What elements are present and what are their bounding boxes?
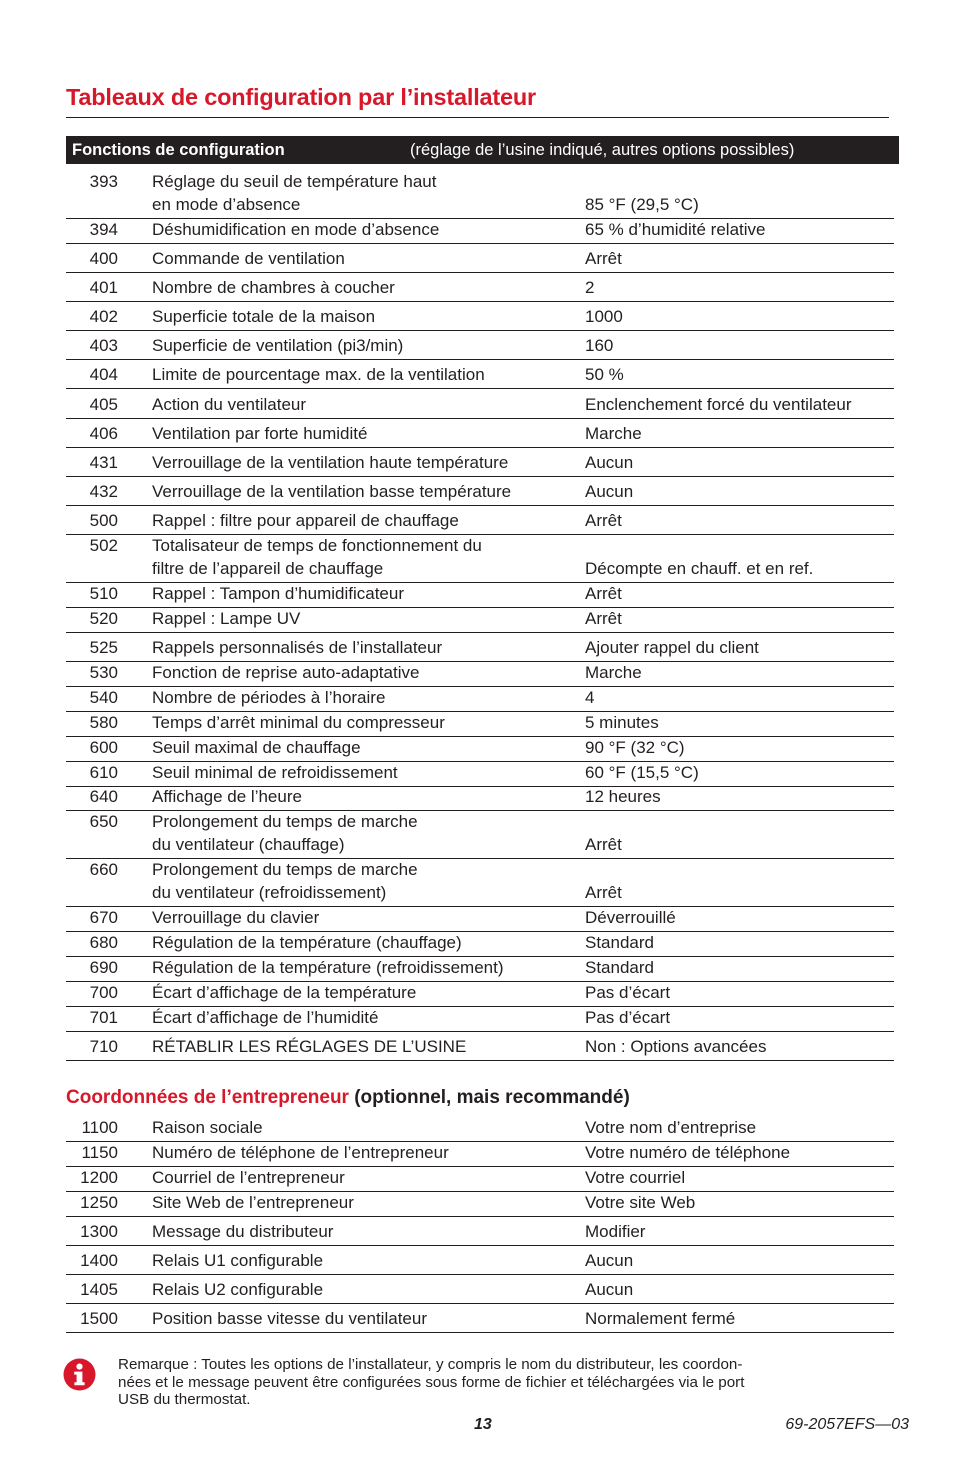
description-line: Ventilation par forte humidité bbox=[152, 424, 368, 443]
default-value: 50 % bbox=[585, 365, 624, 384]
table-row bbox=[66, 1275, 894, 1304]
function-description bbox=[152, 636, 582, 659]
function-description bbox=[152, 1116, 582, 1139]
function-code: 510 bbox=[89, 584, 118, 603]
default-value: Enclenchement forcé du ventilateur bbox=[585, 395, 852, 414]
function-description bbox=[152, 1307, 582, 1330]
function-description bbox=[152, 363, 582, 386]
function-code: 404 bbox=[89, 365, 118, 384]
function-description bbox=[152, 534, 582, 580]
function-description bbox=[152, 607, 582, 630]
function-code: 393 bbox=[89, 172, 118, 191]
description-line: Numéro de téléphone de l’entrepreneur bbox=[152, 1143, 449, 1162]
default-value: 5 minutes bbox=[585, 713, 659, 732]
table-row bbox=[66, 982, 894, 1007]
table-row bbox=[66, 360, 894, 389]
default-value: Non : Options avancées bbox=[585, 1037, 767, 1056]
function-description bbox=[152, 906, 582, 929]
default-value: Marche bbox=[585, 663, 642, 682]
default-value: Modifier bbox=[585, 1222, 646, 1241]
function-description bbox=[152, 509, 582, 532]
function-description bbox=[152, 761, 582, 784]
description-line: Régulation de la température (refroidissement) bbox=[152, 958, 504, 977]
description-line: Commande de ventilation bbox=[152, 249, 345, 268]
table-row bbox=[66, 633, 894, 662]
function-description bbox=[152, 785, 582, 808]
function-code: 520 bbox=[89, 609, 118, 628]
function-code: 580 bbox=[89, 713, 118, 732]
function-code: 1200 bbox=[80, 1168, 118, 1187]
functions-table bbox=[66, 164, 894, 1061]
function-description bbox=[152, 582, 582, 605]
contractor-table bbox=[66, 1117, 894, 1333]
table-row bbox=[66, 389, 894, 419]
function-code: 690 bbox=[89, 958, 118, 977]
function-code: 525 bbox=[89, 638, 118, 657]
table-row bbox=[66, 302, 894, 331]
contractor-section-title-note: (optionnel, mais recommandé) bbox=[354, 1087, 630, 1108]
function-code: 530 bbox=[89, 663, 118, 682]
description-line: Affichage de l’heure bbox=[152, 787, 302, 806]
default-value: Votre courriel bbox=[585, 1168, 686, 1187]
description-line: Relais U1 configurable bbox=[152, 1251, 324, 1270]
description-line: Verrouillage de la ventilation basse température bbox=[152, 482, 512, 501]
table-header-label: Fonctions de configuration bbox=[72, 141, 285, 159]
description-line: Prolongement du temps de marche bbox=[152, 812, 418, 831]
description-line: Seuil minimal de refroidissement bbox=[152, 763, 398, 782]
table-header-note: (réglage de l’usine indiqué, autres options possibles) bbox=[410, 141, 795, 159]
function-code: 670 bbox=[89, 908, 118, 927]
default-value: Standard bbox=[585, 958, 654, 977]
function-description bbox=[152, 1006, 582, 1029]
default-value: Votre numéro de téléphone bbox=[585, 1143, 791, 1162]
function-description bbox=[152, 1141, 582, 1164]
table-row bbox=[66, 583, 894, 608]
default-value: Marche bbox=[585, 424, 642, 443]
description-line: Message du distributeur bbox=[152, 1222, 334, 1241]
table-row bbox=[66, 662, 894, 687]
description-line: Rappel : Lampe UV bbox=[152, 609, 301, 628]
description-line: en mode d’absence bbox=[152, 195, 301, 214]
function-description bbox=[152, 334, 582, 357]
description-line: Action du ventilateur bbox=[152, 395, 307, 414]
default-value: Votre nom d’entreprise bbox=[585, 1118, 757, 1137]
description-line: Écart d’affichage de la température bbox=[152, 983, 417, 1002]
function-code: 432 bbox=[89, 482, 118, 501]
contractor-section-title bbox=[66, 1087, 630, 1109]
function-description bbox=[152, 1035, 582, 1058]
page-title: Tableaux de configuration par l’installateur bbox=[66, 84, 536, 110]
function-description bbox=[152, 218, 582, 241]
description-line: Relais U2 configurable bbox=[152, 1280, 324, 1299]
function-code: 405 bbox=[89, 395, 118, 414]
function-description bbox=[152, 858, 582, 904]
function-description bbox=[152, 1278, 582, 1301]
default-value: Arrêt bbox=[585, 609, 622, 628]
description-line: Rappels personnalisés de l’installateur bbox=[152, 638, 443, 657]
default-value: Arrêt bbox=[585, 249, 622, 268]
description-line: RÉTABLIR LES RÉGLAGES DE L’USINE bbox=[152, 1037, 467, 1056]
function-description bbox=[152, 686, 582, 709]
table-row bbox=[66, 1192, 894, 1217]
default-value: 65 % d’humidité relative bbox=[585, 220, 766, 239]
default-value: Standard bbox=[585, 933, 654, 952]
function-code: 500 bbox=[89, 511, 118, 530]
function-code: 1250 bbox=[80, 1193, 118, 1212]
function-description bbox=[152, 1191, 582, 1214]
function-code: 1405 bbox=[80, 1280, 118, 1299]
default-value: 4 bbox=[585, 688, 595, 707]
table-row bbox=[66, 331, 894, 360]
table-row bbox=[66, 811, 894, 859]
function-code: 650 bbox=[89, 812, 118, 831]
table-row bbox=[66, 1007, 894, 1032]
description-line: du ventilateur (chauffage) bbox=[152, 835, 345, 854]
function-code: 701 bbox=[89, 1008, 118, 1027]
default-value: Votre site Web bbox=[585, 1193, 696, 1212]
default-value: Aucun bbox=[585, 1280, 634, 1299]
table-row bbox=[66, 1246, 894, 1275]
description-line: Prolongement du temps de marche bbox=[152, 860, 418, 879]
function-description bbox=[152, 276, 582, 299]
function-code: 402 bbox=[89, 307, 118, 326]
table-row bbox=[66, 762, 894, 787]
description-line: Régulation de la température (chauffage) bbox=[152, 933, 462, 952]
default-value: Arrêt bbox=[585, 511, 622, 530]
function-code: 400 bbox=[89, 249, 118, 268]
function-code: 1500 bbox=[80, 1309, 118, 1328]
table-row bbox=[66, 244, 894, 273]
default-value: 60 °F (15,5 °C) bbox=[585, 763, 699, 782]
function-description bbox=[152, 422, 582, 445]
default-value: Aucun bbox=[585, 453, 634, 472]
function-code: 1300 bbox=[80, 1222, 118, 1241]
default-value: 1000 bbox=[585, 307, 623, 326]
default-value: Arrêt bbox=[585, 584, 622, 603]
table-row bbox=[66, 608, 894, 633]
table-header bbox=[66, 136, 899, 164]
function-description bbox=[152, 661, 582, 684]
function-description bbox=[152, 1249, 582, 1272]
function-code: 394 bbox=[89, 220, 118, 239]
description-line: Fonction de reprise auto-adaptative bbox=[152, 663, 420, 682]
default-value: 160 bbox=[585, 336, 614, 355]
info-icon bbox=[63, 1358, 96, 1391]
table-row bbox=[66, 1304, 894, 1333]
table-row bbox=[66, 712, 894, 737]
table-row bbox=[66, 477, 894, 506]
function-description bbox=[152, 956, 582, 979]
function-description bbox=[152, 305, 582, 328]
function-code: 1150 bbox=[81, 1143, 118, 1162]
function-code: 406 bbox=[89, 424, 118, 443]
description-line: Nombre de périodes à l’horaire bbox=[152, 688, 386, 707]
description-line: Courriel de l’entrepreneur bbox=[152, 1168, 345, 1187]
description-line: Position basse vitesse du ventilateur bbox=[152, 1309, 427, 1328]
description-line: Rappel : filtre pour appareil de chauffage bbox=[152, 511, 459, 530]
table-row bbox=[66, 506, 894, 535]
default-value: Ajouter rappel du client bbox=[585, 638, 759, 657]
function-description bbox=[152, 736, 582, 759]
description-line: Verrouillage du clavier bbox=[152, 908, 320, 927]
default-value: Pas d’écart bbox=[585, 983, 671, 1002]
function-description bbox=[152, 1166, 582, 1189]
note-line: nées et le message peuvent être configurées sous forme de fichier et téléchargées via le port bbox=[118, 1373, 745, 1391]
table-row bbox=[66, 1142, 894, 1167]
description-line: Nombre de chambres à coucher bbox=[152, 278, 395, 297]
function-description bbox=[152, 480, 582, 503]
function-code: 401 bbox=[89, 278, 118, 297]
description-line: Site Web de l’entrepreneur bbox=[152, 1193, 354, 1212]
default-value: 2 bbox=[585, 278, 595, 297]
description-line: du ventilateur (refroidissement) bbox=[152, 883, 387, 902]
description-line: Écart d’affichage de l’humidité bbox=[152, 1008, 379, 1027]
table-row bbox=[66, 1032, 894, 1061]
table-row bbox=[66, 273, 894, 302]
table-row bbox=[66, 219, 894, 244]
function-code: 403 bbox=[89, 336, 118, 355]
table-row bbox=[66, 787, 894, 811]
default-value: Arrêt bbox=[585, 835, 622, 854]
function-description bbox=[152, 711, 582, 734]
note-line: Remarque : Toutes les options de l’installateur, y compris le nom du distributeur, les coordon- bbox=[118, 1356, 743, 1373]
function-code: 431 bbox=[89, 453, 118, 472]
contractor-section-title-main: Coordonnées de l’entrepreneur bbox=[66, 1087, 349, 1108]
function-code: 600 bbox=[89, 738, 118, 757]
default-value: 90 °F (32 °C) bbox=[585, 738, 685, 757]
document-code: 69-2057EFS—03 bbox=[785, 1416, 909, 1433]
default-value: 85 °F (29,5 °C) bbox=[585, 195, 699, 214]
function-code: 710 bbox=[89, 1037, 118, 1056]
table-row bbox=[66, 1217, 894, 1246]
function-code: 700 bbox=[89, 983, 118, 1002]
note-line: USB du thermostat. bbox=[118, 1391, 251, 1408]
function-code: 1100 bbox=[81, 1118, 118, 1137]
table-row bbox=[66, 419, 894, 448]
description-line: Raison sociale bbox=[152, 1118, 263, 1137]
function-description bbox=[152, 393, 582, 416]
description-line: Rappel : Tampon d’humidificateur bbox=[152, 584, 404, 603]
table-row bbox=[66, 737, 894, 762]
title-divider bbox=[66, 117, 889, 118]
note-text bbox=[118, 1356, 886, 1409]
description-line: Totalisateur de temps de fonctionnement du bbox=[152, 536, 482, 555]
function-code: 640 bbox=[89, 787, 118, 806]
description-line: Superficie totale de la maison bbox=[152, 307, 376, 326]
table-row bbox=[66, 164, 894, 219]
function-description bbox=[152, 247, 582, 270]
default-value: Déverrouillé bbox=[585, 908, 676, 927]
table-row bbox=[66, 535, 894, 583]
table-row bbox=[66, 907, 894, 932]
description-line: Limite de pourcentage max. de la ventilation bbox=[152, 365, 485, 384]
function-description bbox=[152, 170, 582, 216]
description-line: Verrouillage de la ventilation haute température bbox=[152, 453, 509, 472]
function-code: 502 bbox=[89, 536, 118, 555]
table-row bbox=[66, 932, 894, 957]
description-line: Superficie de ventilation (pi3/min) bbox=[152, 336, 404, 355]
table-row bbox=[66, 1117, 894, 1142]
default-value: Pas d’écart bbox=[585, 1008, 671, 1027]
function-code: 1400 bbox=[80, 1251, 118, 1270]
function-description bbox=[152, 931, 582, 954]
function-code: 610 bbox=[89, 763, 118, 782]
default-value: Décompte en chauff. et en ref. bbox=[585, 559, 814, 578]
table-row bbox=[66, 1167, 894, 1192]
page-number: 13 bbox=[474, 1416, 492, 1433]
description-line: Temps d’arrêt minimal du compresseur bbox=[152, 713, 445, 732]
function-description bbox=[152, 1220, 582, 1243]
function-code: 660 bbox=[89, 860, 118, 879]
table-row bbox=[66, 448, 894, 477]
function-description bbox=[152, 451, 582, 474]
table-row bbox=[66, 687, 894, 712]
default-value: 12 heures bbox=[585, 787, 661, 806]
function-description bbox=[152, 810, 582, 856]
description-line: Déshumidification en mode d’absence bbox=[152, 220, 440, 239]
default-value: Aucun bbox=[585, 1251, 634, 1270]
table-row bbox=[66, 957, 894, 982]
function-code: 680 bbox=[89, 933, 118, 952]
default-value: Aucun bbox=[585, 482, 634, 501]
function-description bbox=[152, 981, 582, 1004]
table-row bbox=[66, 859, 894, 907]
function-code: 540 bbox=[89, 688, 118, 707]
description-line: Seuil maximal de chauffage bbox=[152, 738, 361, 757]
description-line: filtre de l’appareil de chauffage bbox=[152, 559, 384, 578]
default-value: Normalement fermé bbox=[585, 1309, 736, 1328]
default-value: Arrêt bbox=[585, 883, 622, 902]
description-line: Réglage du seuil de température haut bbox=[152, 172, 437, 191]
